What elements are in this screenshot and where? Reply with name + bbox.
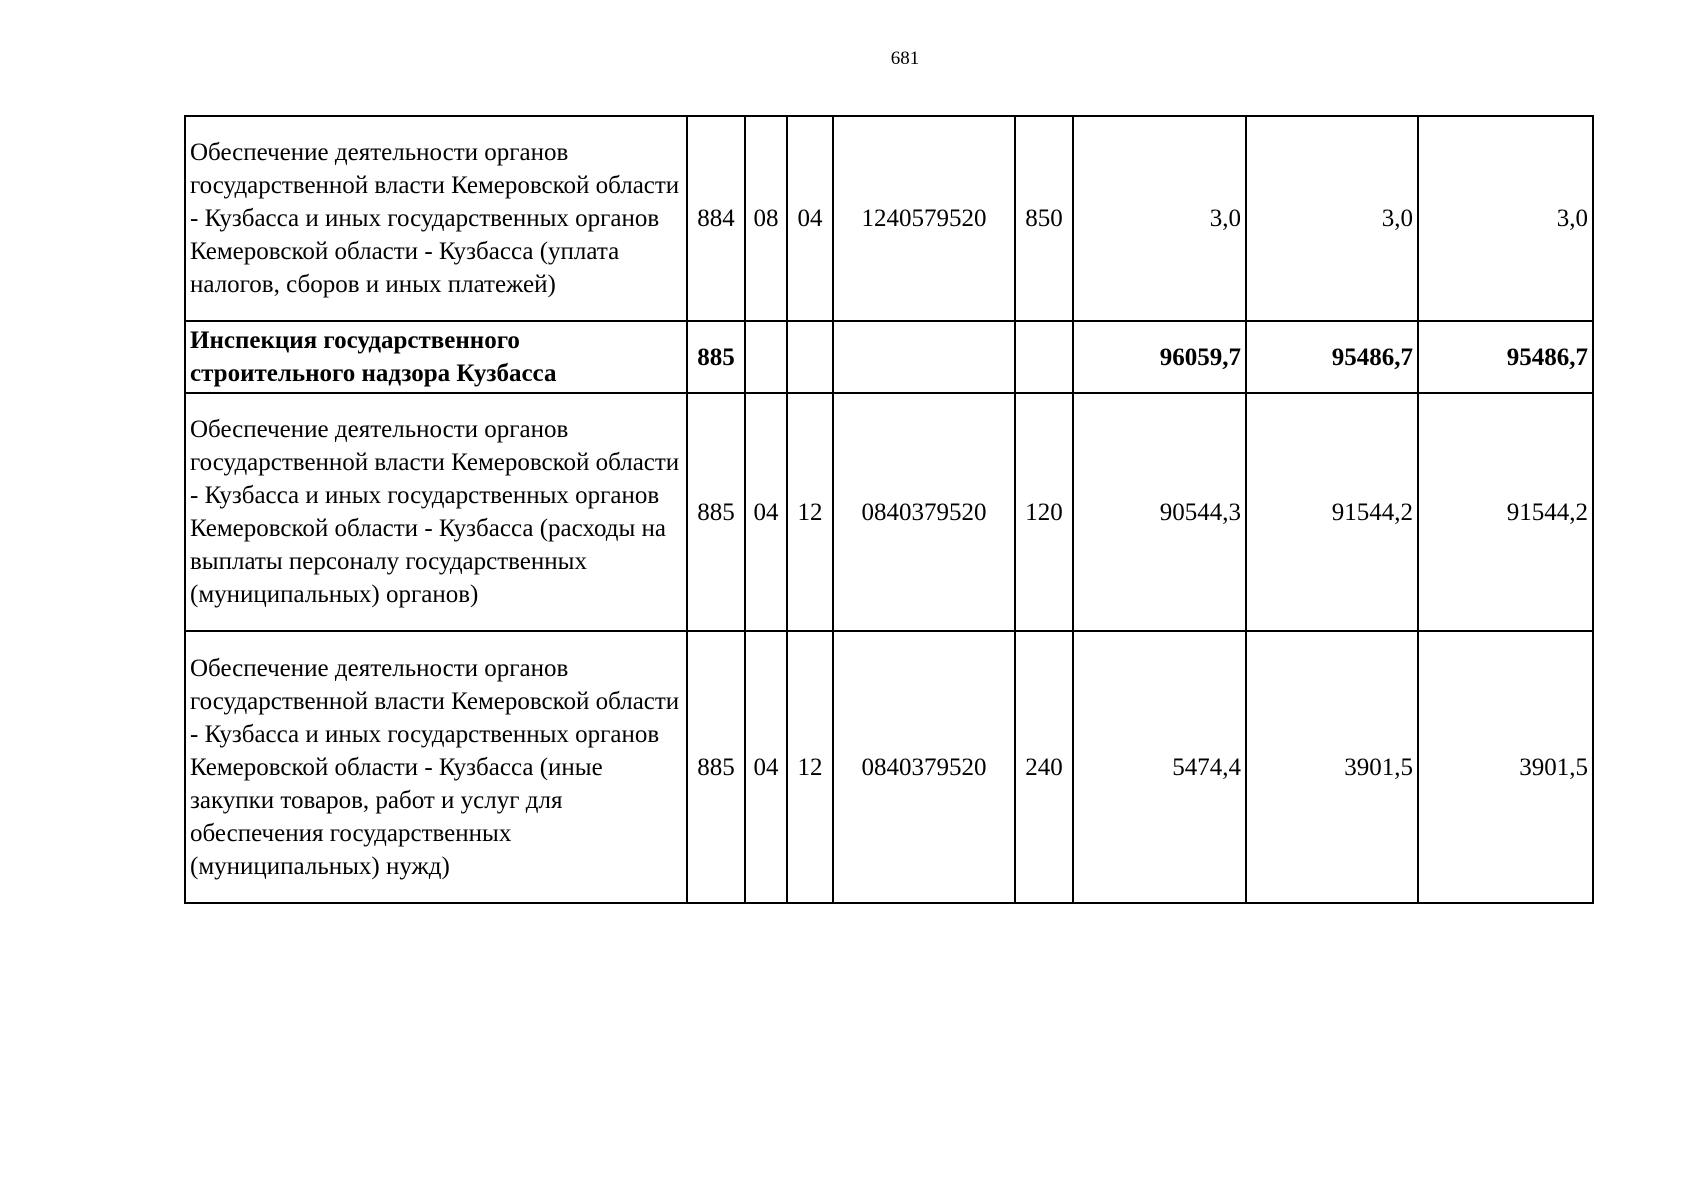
sum-year-3: 3901,5 — [1418, 631, 1593, 903]
table-row — [185, 321, 1593, 393]
target-article-code: 1240579520 — [833, 116, 1015, 321]
budget-table — [184, 115, 1594, 904]
sum-year-3: 3,0 — [1418, 116, 1593, 321]
sum-year-3: 95486,7 — [1418, 321, 1593, 393]
section-code — [745, 321, 787, 393]
row-description: Обеспечение деятельности органов государственной власти Кемеровской области - Кузбасса и иных государственных органов Кемеровской области - Кузбасса (уплата налогов, сборов и иных платежей) — [185, 116, 687, 321]
ministry-code: 885 — [687, 631, 745, 903]
section-code: 08 — [745, 116, 787, 321]
row-description: Обеспечение деятельности органов государственной власти Кемеровской области - Кузбасса и иных государственных органов Кемеровской области - Кузбасса (иные закупки товаров, работ и услуг для обеспечения государственных (муниципальных) нужд) — [185, 631, 687, 903]
sum-year-1: 5474,4 — [1073, 631, 1246, 903]
expense-type-code: 850 — [1015, 116, 1073, 321]
subsection-code: 04 — [787, 116, 833, 321]
section-code: 04 — [745, 393, 787, 631]
sum-year-2: 91544,2 — [1246, 393, 1418, 631]
ministry-code: 884 — [687, 116, 745, 321]
table-row — [185, 393, 1593, 631]
expense-type-code — [1015, 321, 1073, 393]
target-article-code: 0840379520 — [833, 393, 1015, 631]
target-article-code: 0840379520 — [833, 631, 1015, 903]
page-number: 681 — [890, 48, 920, 69]
sum-year-2: 95486,7 — [1246, 321, 1418, 393]
table-row — [185, 116, 1593, 321]
subsection-code: 12 — [787, 631, 833, 903]
sum-year-3: 91544,2 — [1418, 393, 1593, 631]
expense-type-code: 120 — [1015, 393, 1073, 631]
section-code: 04 — [745, 631, 787, 903]
ministry-code: 885 — [687, 321, 745, 393]
target-article-code — [833, 321, 1015, 393]
row-description: Обеспечение деятельности органов государственной власти Кемеровской области - Кузбасса и иных государственных органов Кемеровской области - Кузбасса (расходы на выплаты персоналу государственных (муниципальных) органов) — [185, 393, 687, 631]
row-description: Инспекция государственного строительного надзора Кузбасса — [185, 321, 687, 393]
table-row — [185, 631, 1593, 903]
sum-year-1: 90544,3 — [1073, 393, 1246, 631]
expense-type-code: 240 — [1015, 631, 1073, 903]
sum-year-2: 3,0 — [1246, 116, 1418, 321]
sum-year-1: 3,0 — [1073, 116, 1246, 321]
ministry-code: 885 — [687, 393, 745, 631]
subsection-code: 12 — [787, 393, 833, 631]
subsection-code — [787, 321, 833, 393]
sum-year-2: 3901,5 — [1246, 631, 1418, 903]
sum-year-1: 96059,7 — [1073, 321, 1246, 393]
